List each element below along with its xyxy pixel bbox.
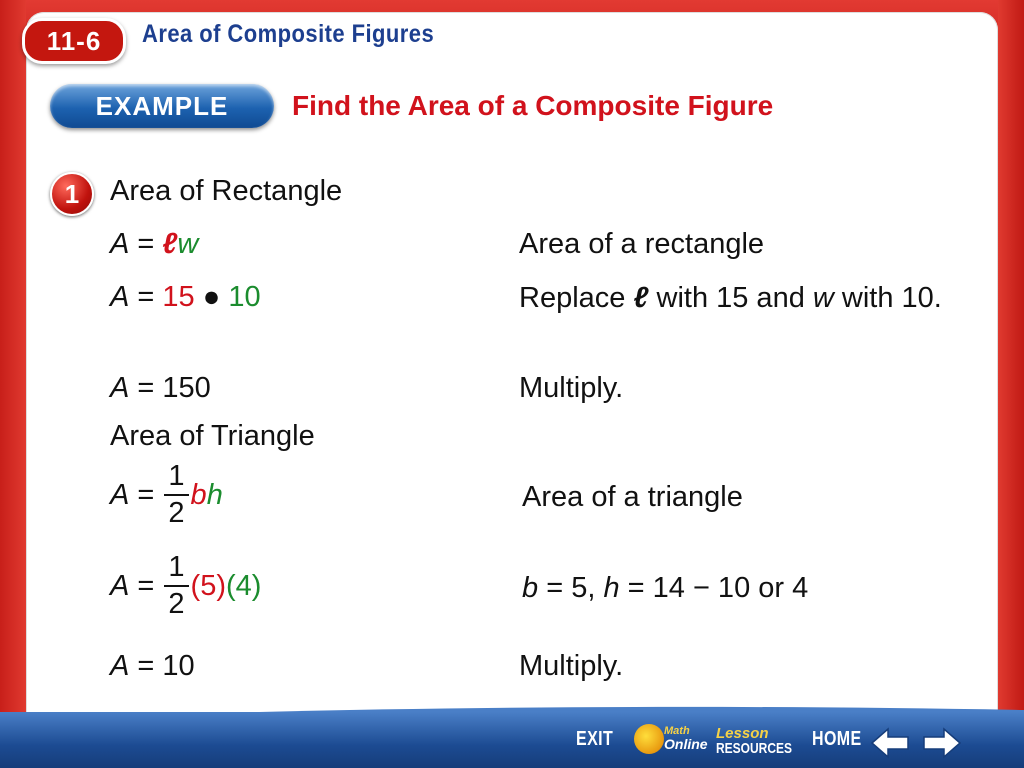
var-a: A	[110, 372, 130, 404]
fraction-denominator: 2	[168, 588, 185, 620]
var-h: h	[206, 478, 223, 511]
var-b: b	[190, 478, 207, 511]
value-length: 15	[162, 281, 195, 313]
note-var-b: b	[522, 572, 539, 604]
var-a: A	[110, 281, 130, 313]
lesson-label: Lesson	[716, 725, 769, 742]
equals: =	[129, 478, 163, 511]
result-value: = 150	[129, 372, 211, 404]
forward-arrow-icon[interactable]	[922, 726, 962, 760]
tri-result	[110, 652, 195, 681]
exit-button[interactable]: EXIT	[576, 728, 614, 750]
math-label: Math	[664, 725, 690, 737]
value-height: (4)	[226, 569, 262, 602]
example-title: Find the Area of a Composite Figure	[292, 90, 774, 121]
note-text: Replace	[519, 282, 634, 314]
online-label: Online	[664, 736, 708, 752]
note-var-l: ℓ	[633, 282, 649, 314]
note-text: with 15 and	[648, 282, 813, 314]
rect-substitution	[110, 283, 261, 312]
var-a: A	[110, 228, 130, 260]
var-a: A	[110, 650, 130, 682]
note-var-h: h	[603, 572, 620, 604]
rect-result	[110, 374, 211, 403]
note-text: = 5,	[538, 572, 604, 604]
fraction-one-half	[164, 553, 188, 619]
value-base: (5)	[190, 569, 226, 602]
fraction-denominator: 2	[168, 497, 185, 529]
rect-formula	[110, 230, 198, 259]
frame-right	[998, 0, 1024, 768]
frame-left	[0, 0, 26, 768]
value-width: 10	[228, 281, 261, 313]
equals: =	[129, 228, 163, 260]
fraction-numerator: 1	[164, 553, 188, 587]
tri-substitution	[110, 553, 261, 619]
tri-result-note: Multiply.	[519, 650, 624, 682]
header-bar	[0, 0, 1024, 68]
multiply-dot: ●	[194, 281, 229, 313]
step-number-icon: 1	[50, 172, 94, 216]
lesson-number-badge: 11-6	[22, 18, 126, 64]
rect-result-note: Multiply.	[519, 372, 624, 404]
note-text: with 10.	[833, 282, 942, 314]
back-arrow-icon[interactable]	[870, 726, 910, 760]
math-online-logo-icon[interactable]	[634, 724, 664, 754]
fraction-one-half	[164, 462, 188, 528]
rect-formula-note: Area of a rectangle	[519, 228, 765, 260]
lesson-title: Area of Composite Figures	[142, 20, 435, 48]
result-value: = 10	[129, 650, 195, 682]
resources-label: RESOURCES	[716, 740, 793, 757]
fraction-numerator: 1	[164, 462, 188, 496]
home-button[interactable]: HOME	[812, 728, 862, 750]
rect-substitution-note	[519, 280, 969, 318]
var-a: A	[110, 478, 130, 511]
var-w: w	[177, 228, 199, 260]
equals: =	[129, 281, 163, 313]
example-badge: EXAMPLE	[50, 84, 274, 128]
var-l: ℓ	[162, 228, 178, 260]
tri-formula-note: Area of a triangle	[522, 481, 743, 513]
tri-substitution-note	[522, 574, 808, 603]
note-var-w: w	[812, 282, 834, 314]
tri-formula	[110, 462, 223, 528]
math-online-link[interactable]	[664, 726, 708, 751]
triangle-heading: Area of Triangle	[110, 420, 315, 452]
var-a: A	[110, 569, 130, 602]
equals: =	[129, 569, 163, 602]
lesson-resources-link[interactable]	[716, 726, 811, 756]
note-text: = 14 − 10 or 4	[619, 572, 809, 604]
rectangle-heading: Area of Rectangle	[110, 175, 343, 207]
